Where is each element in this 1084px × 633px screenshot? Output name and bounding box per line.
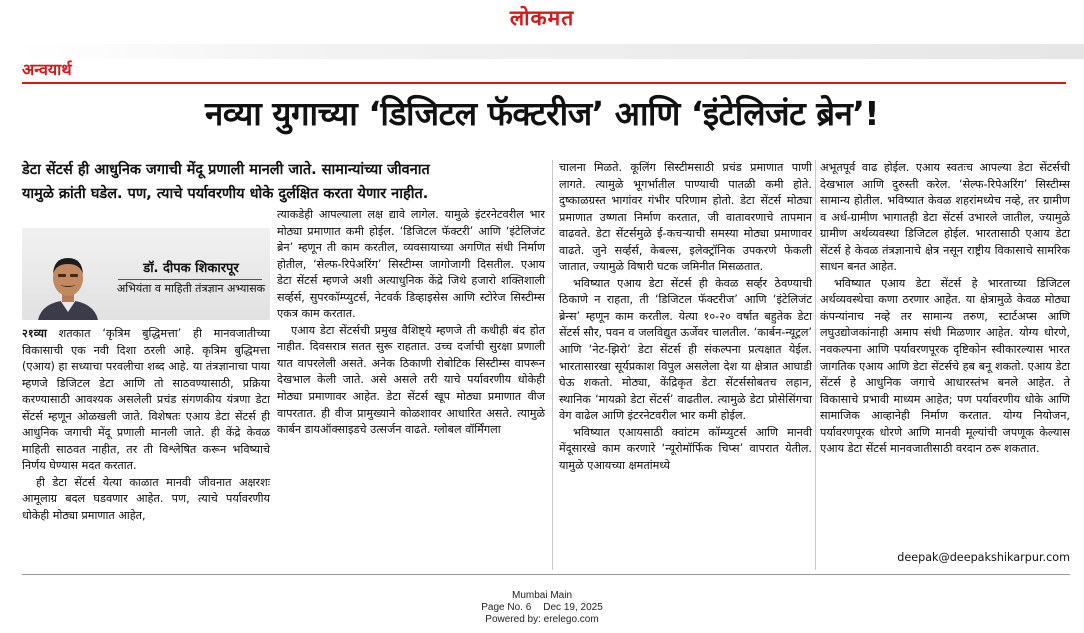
paragraph: भविष्यात एआय डेटा सेंटर्स ही केवळ सर्व्हर ठेवण्याची ठिकाणे न राहता, ती ‘डिजिटल फॅक्टरीज’ आणि ‘इंटेलिजंट ब्रेन्स’ म्हणून काम करतील. येत्या १०-२० वर्षात बहुतेक डेटा सेंटर्स सौर, पवन व जलविद्युत ऊर्जेवर चालतील. ‘कार्बन-न्यूट्रल’ आणि ‘नेट-झिरो’ डेटा सेंटर्स ही संकल्पना प्रत्यक्षात येईल. भारतासारखा सूर्यप्रकाश विपुल असलेला देश या क्षेत्रात आघाडी घेऊ शकतो. मोठ्या, केंद्रिकृत डेटा सेंटर्ससोबतच लहान, स्थानिक ‘मायक्रो डेटा सेंटर्स’ वाढतील. त्यामुळे डेटा प्रोसेसिंगचा वेग वाढेल आणि इंटरनेटवरील भार कमी होईल. — [559, 276, 812, 423]
author-email: deepak@deepakshikarpur.com — [897, 551, 1070, 564]
article-column-4 — [820, 160, 1070, 458]
page-number: Page No. 6 — [481, 602, 532, 613]
edition-name: Mumbai Main — [511, 590, 573, 601]
author-name: डॉ. दीपक शिकारपूर — [143, 261, 239, 276]
headline: नव्या युगाच्या ‘डिजिटल फॅक्टरीज’ आणि ‘इंटेलिजंट ब्रेन’! — [205, 94, 879, 133]
paragraph: अभूतपूर्व वाढ होईल. एआय स्वतःच आपल्या डेटा सेंटर्सची देखभाल आणि दुरुस्ती करेल. ‘सेल्फ-रिपेअरिंग’ सिस्टीम्स सामान्य होतील. भविष्यात केवळ शहरांमध्येच नव्हे, तर ग्रामीण व अर्ध-ग्रामीण भागातही डेटा सेंटर्स उभारले जातील, ज्यामुळे ग्रामीण अर्थव्यवस्था डिजिटल होईल. भारतासाठी एआय डेटा सेंटर्स हे केवळ तंत्रज्ञानाचे क्षेत्र नसून राष्ट्रीय विकासाचे सामरिक साधन बनत आहेत. — [820, 161, 1070, 274]
paragraph: भविष्यात एआय डेटा सेंटर्स हे भारताच्या डिजिटल अर्थव्यवस्थेचा कणा ठरणार आहेत. या क्षेत्रामुळे केवळ मोठ्या कंपन्यांनाच नव्हे तर सामान्य तरुण, स्टार्टअप्स आणि लघुउद्योजकांनाही अमाप संधी मिळणार आहेत. योग्य धोरणे, नवकल्पना आणि पर्यावरणपूरक दृष्टिकोन स्वीकारल्यास भारत जागतिक एआय आणि डेटा सेंटर्सचे हब बनू शकतो. एआय डेटा सेंटर्स हे आधुनिक जगाचे आधारस्तंभ बनले आहेत. ते विकासाचे प्रभावी माध्यम आहेत; पण पर्यावरणीय धोके आणि सामाजिक आव्हानेही निर्माण करतात. योग्य नियोजन, पर्यावरणपूरक धोरणे आणि मानवी मूल्यांची जपणूक केल्यास एआय डेटा सेंटर्स मानवजातीसाठी वरदान ठरू शकतात. — [820, 276, 1070, 456]
article-column-1 — [22, 326, 270, 525]
paragraph: शतकात ‘कृत्रिम बुद्धिमत्ता’ ही मानवजातीच्या विकासाची एक नवी दिशा ठरली आहे. कृत्रिम बुद्धिमत्ता (एआय) हा सध्याचा परवलीचा शब्द आहे. या तंत्रज्ञानाचा पाया म्हणजे डिजिटल डेटा आणि तो साठवण्यासाठी, प्रक्रिया करण्यासाठी आवश्यक असलेली प्रचंड संगणकीय यंत्रणा डेटा सेंटर्स म्हणून ओळखली जाते. विशेषतः एआय डेटा सेंटर्स ही आधुनिक जगाची मेंदू प्रणाली मानली जाते. ही केंद्रे केवळ माहिती साठवत नाहीत, तर ती विश्लेषित करून भविष्याचे निर्णय घेण्यास मदत करतात. — [22, 327, 270, 473]
edition-date: Dec 19, 2025 — [543, 602, 603, 613]
lead-word: २१व्या — [22, 327, 47, 340]
page-info — [0, 602, 1084, 614]
dek-summary — [22, 158, 542, 206]
article-column-3 — [559, 160, 812, 474]
paragraph: ही डेटा सेंटर्स येत्या काळात मानवी जीवनात अक्षरशः आमूलाग्र बदल घडवणार आहेत. पण, त्याचे पर्यावरणीय धोकेही मोठ्या प्रमाणात आहेत, — [22, 475, 270, 523]
dek-line: डेटा सेंटर्स ही आधुनिक जगाची मेंदू प्रणाली मानली जाते. सामान्यांच्या जीवनात — [22, 162, 430, 178]
paragraph: भविष्यात एआयसाठी क्वांटम कॉम्प्युटर्स आणि मानवी मेंदूसारखे काम करणारे ‘न्यूरोमॉर्फिक चिप्स’ वापरात येतील. यामुळे एआयच्या क्षमतांमध्ये — [559, 425, 812, 472]
bottom-divider — [22, 574, 1070, 575]
powered-by: Powered by: erelego.com — [485, 614, 599, 625]
author-divider — [118, 279, 262, 280]
column-divider — [552, 160, 553, 570]
paragraph: चालना मिळते. कूलिंग सिस्टीमसाठी प्रचंड प्रमाणात पाणी लागते. त्यामुळे भूगर्भातील पाण्याची पातळी कमी होते. दुष्काळग्रस्त भागांवर गंभीर परिणाम होतो. डेटा सेंटर्स मोठ्या प्रमाणात उष्णता निर्माण करतात, जी वातावरणाचे तापमान वाढवते. डेटा सेंटर्समुळे ई-कचऱ्याची समस्या मोठ्या प्रमाणावर वाढते. जुने सर्व्हर्स, केबल्स, इलेक्ट्रॉनिक उपकरणे फेकली जातात, ज्यामुळे विषारी घटक जमिनीत मिसळतात. — [559, 161, 812, 274]
section-label: अन्वयार्थ — [22, 60, 72, 79]
paragraph: त्याकडेही आपल्याला लक्ष द्यावे लागेल. यामुळे इंटरनेटवरील भार मोठ्या प्रमाणात कमी होईल. ‘डिजिटल फॅक्टरी’ आणि ‘इंटेलिजंट ब्रेन’ म्हणून ती काम करतील, व्यवसायाच्या अगणित संधी निर्माण होतील, ‘सेल्फ-रिपेअरिंग’ सिस्टीम्स जागोजागी दिसतील. एआय डेटा सेंटर्स म्हणजे अशी अत्याधुनिक केंद्रे जिथे हजारो शक्तिशाली सर्व्हर्स, सुपरकॉम्प्युटर्स, नेटवर्क डिव्हाइसेस आणि स्टोरेज सिस्टीम्स एकत्र काम करतात. — [277, 208, 545, 321]
section-divider — [22, 82, 1066, 84]
author-portrait — [32, 248, 104, 320]
page-footer — [0, 590, 1084, 626]
article-column-2 — [277, 207, 545, 439]
dek-line: यामुळे क्रांती घडेल. पण, त्याचे पर्यावरणीय धोके दुर्लक्षित करता येणार नाहीत. — [22, 186, 429, 202]
column-divider — [815, 160, 816, 570]
paragraph: एआय डेटा सेंटर्सची प्रमुख वैशिष्ट्ये म्हणजे ती कधीही बंद होत नाहीत. दिवसरात्र सतत सुरू राहतात. उच्च दर्जाची सुरक्षा प्रणाली यात वापरलेली असते. अनेक ठिकाणी रोबोटिक सिस्टीम्स वापरून देखभाल केली जाते. असे असले तरी याचे पर्यावरणीय धोकेही मोठ्या प्रमाणावर आहेत. डेटा सेंटर्स खूप मोठ्या प्रमाणात वीज वापरतात. ही वीज प्रामुख्याने कोळशावर आधारित असते. त्यामुळे कार्बन डायऑक्साइडचे उत्सर्जन वाढते. ग्लोबल वॉर्मिंगला — [277, 323, 545, 437]
author-role: अभियंता व माहिती तंत्रज्ञान अभ्यासक — [116, 282, 266, 295]
masthead-logo: लोकमत — [509, 6, 575, 30]
top-band — [18, 44, 1084, 59]
